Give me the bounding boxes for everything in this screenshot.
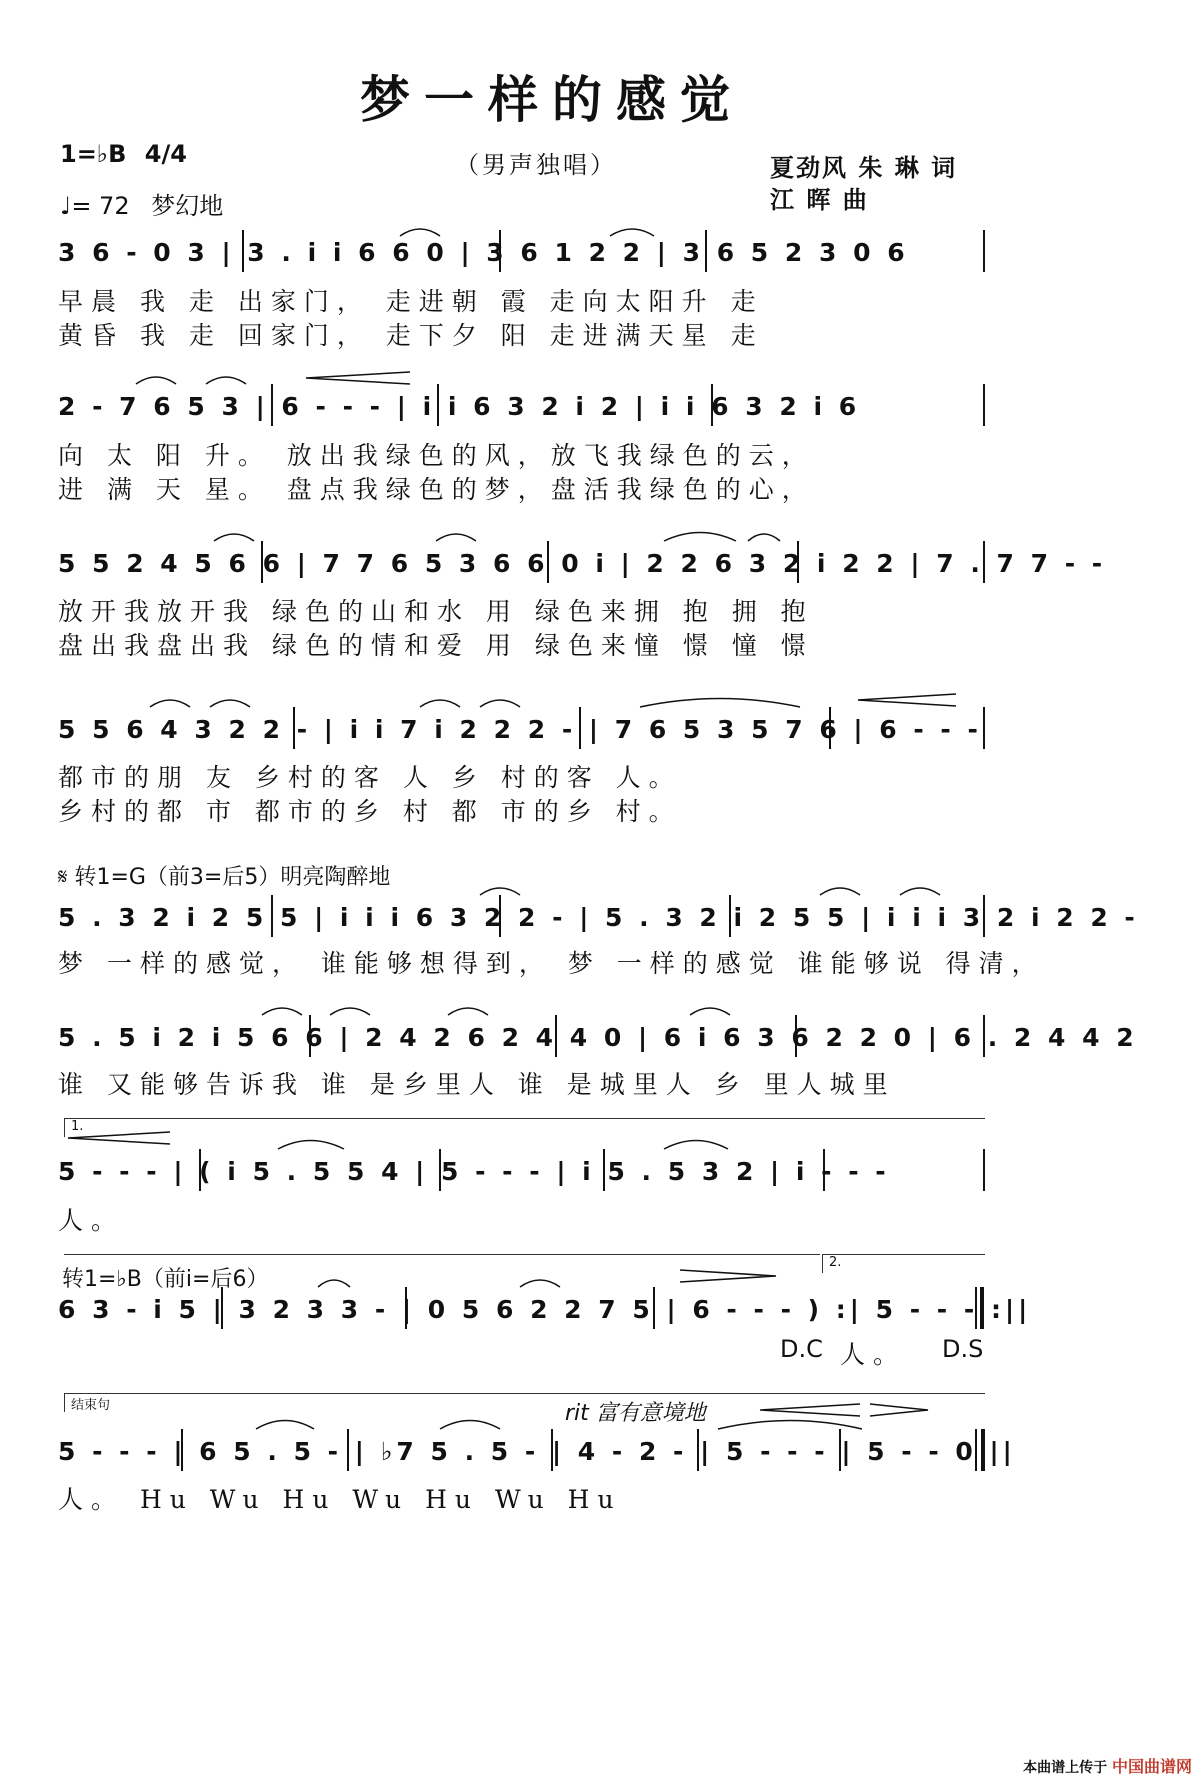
system-7-lyrics: 人。 xyxy=(58,1206,125,1235)
key-label: 1=♭B xyxy=(60,140,127,168)
song-title: 梦一样的感觉 xyxy=(360,70,744,129)
system-5-lyrics: 梦 一样的感觉， 谁能够想得到， 梦 一样的感觉 谁能够说 得清， xyxy=(58,949,1045,978)
composer-credit: 江 晖 曲 xyxy=(770,186,869,214)
system-3-lyrics-verse1: 放开我放开我 绿色的山和水 用 绿色来拥 抱 拥 抱 xyxy=(58,597,814,626)
time-signature: 4/4 xyxy=(144,140,187,168)
lyricist-credit: 夏劲风 朱 琳 词 xyxy=(770,154,958,182)
system-4-notes: 5 5 6 4 3 2 2 - | i i 7 i 2 2 2 - | 7 6 5 3 5 7 6 | 6 - - - xyxy=(58,715,982,744)
system-4-lyrics-verse1: 都市的朋 友 乡村的客 人 乡 村的客 人。 xyxy=(58,763,682,792)
system-8-lyrics: 人。 xyxy=(840,1340,907,1369)
source-watermark xyxy=(1023,1754,1192,1777)
ds-marking: D.S xyxy=(942,1335,984,1363)
coda-label: 结束句 xyxy=(71,1398,111,1413)
system-1-notes: 3 6 - 0 3 | 3 . i i 6 6 0 | 3 6 1 2 2 | 3 6 5 2 3 0 6 xyxy=(58,238,909,267)
system-9-lyrics: 人。 Hu Wu Hu Wu Hu Wu Hu xyxy=(58,1485,622,1514)
system-3-notes: 5 5 2 4 5 6 6 | 7 7 6 5 3 6 6 0 i | 2 2 6 3 2 i 2 2 | 7 . 7 7 - - xyxy=(58,549,1107,578)
first-ending-label: 1. xyxy=(71,1119,84,1134)
system-5-notes: 5 . 3 2 i 2 5 5 | i i i 6 3 2 2 - | 5 . 3 2 i 2 5 5 | i i i 3 2 i 2 2 - xyxy=(58,903,1139,932)
key-change-direction: 𝄋 转1=G（前3=后5）明亮陶醉地 xyxy=(58,865,391,890)
system-2-lyrics-verse1: 向 太 阳 升。 放出我绿色的风，放飞我绿色的云， xyxy=(58,441,815,470)
system-7-notes: 5 - - - | ( i 5 . 5 5 4 | 5 - - - | i 5 . 5 3 2 | i - - - xyxy=(58,1157,890,1186)
system-1-lyrics-verse2: 黄昏 我 走 回家门， 走下夕 阳 走进满天星 走 xyxy=(58,321,764,350)
rit-direction: rit 富有意境地 xyxy=(565,1401,706,1426)
system-9-notes: 5 - - - | 6 5 . 5 - | ♭7 5 . 5 - | 4 - 2 - | 5 - - - | 5 - - 0 || xyxy=(58,1437,1016,1466)
watermark-text: 本曲谱上传于 xyxy=(1023,1760,1108,1776)
expression-marking: 梦幻地 xyxy=(151,192,224,220)
system-6-lyrics: 谁 又能够告诉我 谁 是乡里人 谁 是城里人 乡 里人城里 xyxy=(58,1070,896,1099)
key-return-direction: 转1=♭B（前i=后6） xyxy=(62,1267,269,1292)
system-2-lyrics-verse2: 进 满 天 星。 盘点我绿色的梦，盘活我绿色的心， xyxy=(58,475,815,504)
second-ending-label: 2. xyxy=(829,1255,842,1270)
system-3-lyrics-verse2: 盘出我盘出我 绿色的情和爱 用 绿色来憧 憬 憧 憬 xyxy=(58,631,814,660)
system-1-lyrics-verse1: 早晨 我 走 出家门， 走进朝 霞 走向太阳升 走 xyxy=(58,287,764,316)
subtitle: （男声独唱） xyxy=(455,151,617,179)
tempo-value: ♩= 72 xyxy=(60,192,130,220)
system-8-notes: 6 3 - i 5 | 3 2 3 3 - | 0 5 6 2 2 7 5 | 6 - - - ) :| 5 - - - :|| xyxy=(58,1295,1032,1324)
system-6-notes: 5 . 5 i 2 i 5 6 6 | 2 4 2 6 2 4 4 0 | 6 i 6 3 6 2 2 0 | 6 . 2 4 4 2 xyxy=(58,1023,1138,1052)
dc-marking: D.C xyxy=(780,1335,823,1363)
system-4-lyrics-verse2: 乡村的都 市 都市的乡 村 都 市的乡 村。 xyxy=(58,797,682,826)
watermark-brand: 中国曲谱网 xyxy=(1111,1757,1192,1776)
system-2-notes: 2 - 7 6 5 3 | 6 - - - | i i 6 3 2 i 2 | i i 6 3 2 i 6 xyxy=(58,392,861,421)
